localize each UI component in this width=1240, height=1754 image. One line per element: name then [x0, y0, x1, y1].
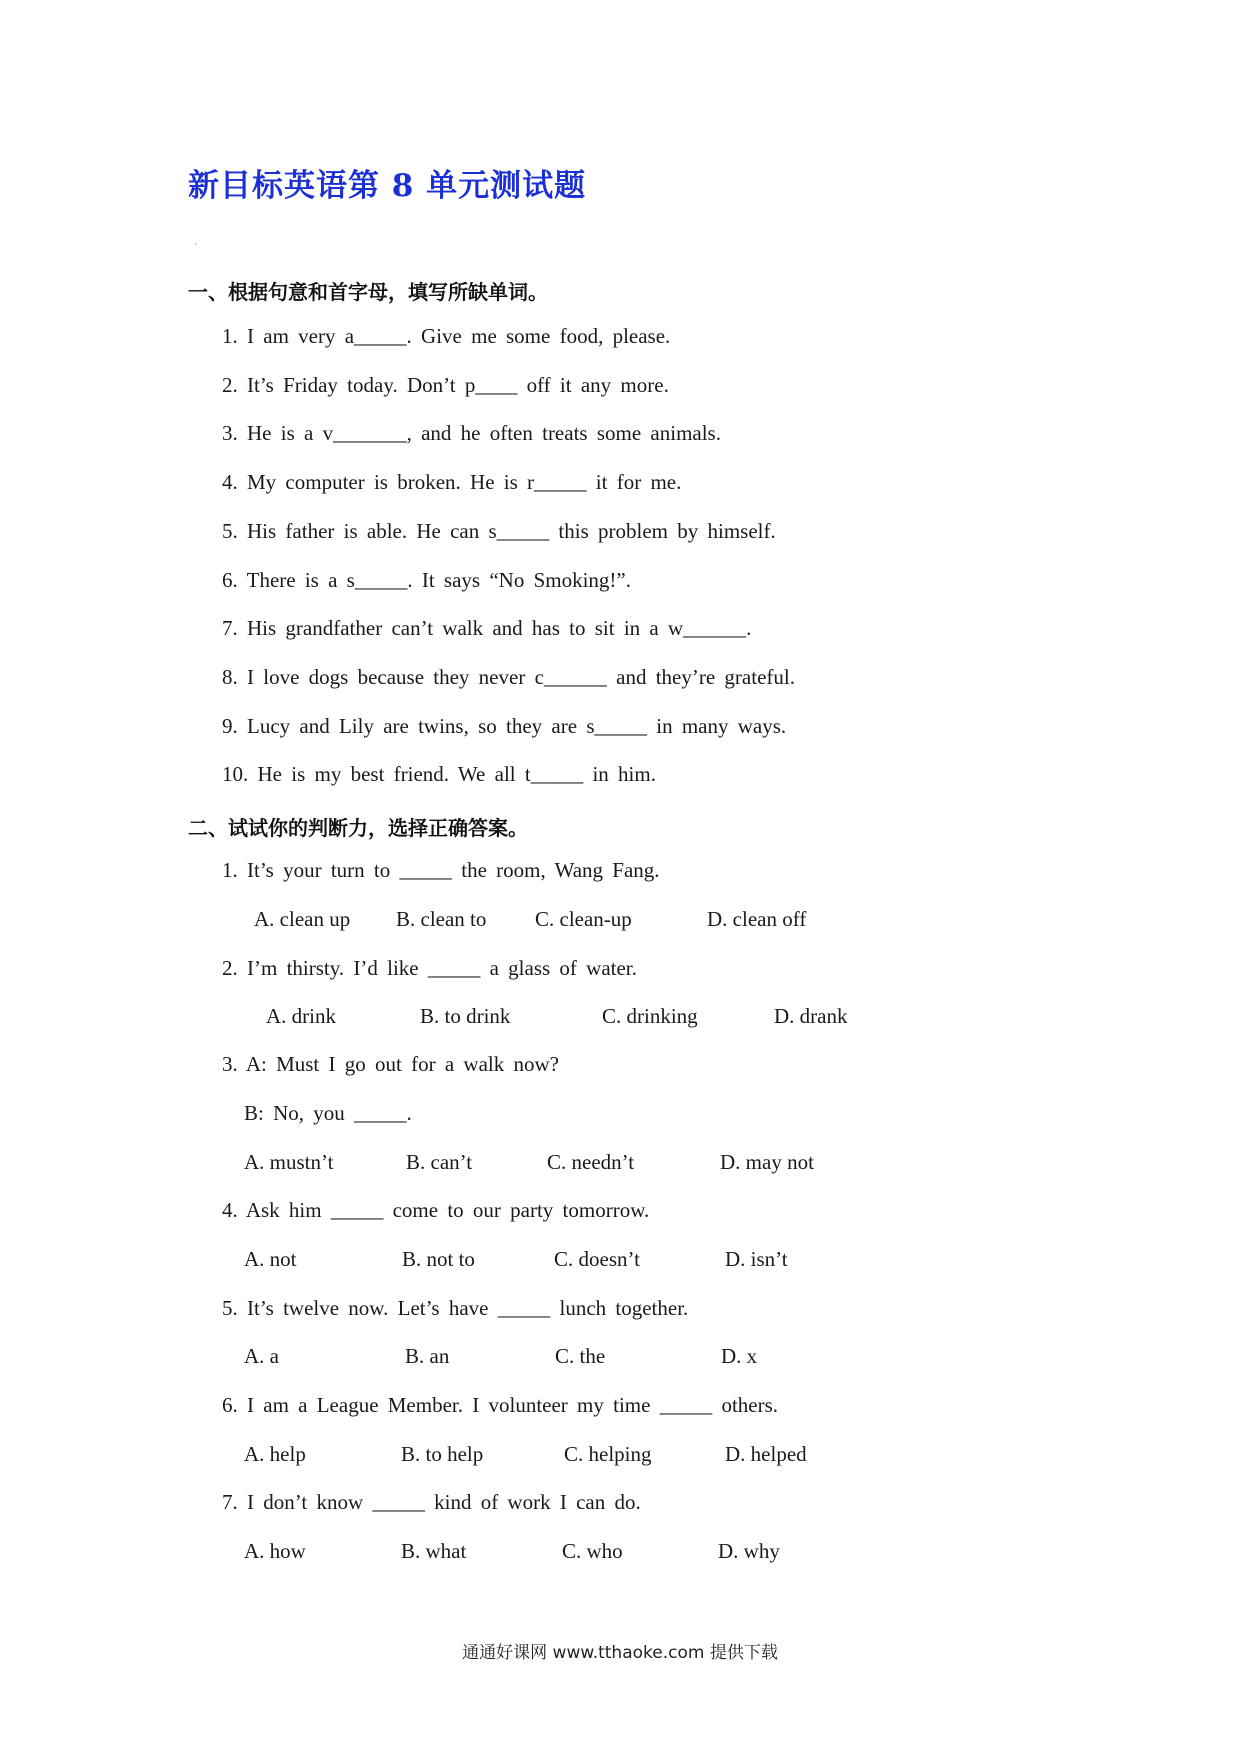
option-a: A. help	[244, 1442, 306, 1466]
option-b: B. what	[401, 1539, 467, 1563]
page-footer: 通通好课网 www.tthaoke.com 提供下载	[462, 1643, 778, 1663]
option-c: C. clean-up	[535, 907, 632, 931]
question-6: 6. I am a League Member. I volunteer my time _____ others.	[222, 1393, 779, 1417]
option-b: B. can’t	[406, 1150, 473, 1174]
option-d: D. helped	[725, 1442, 807, 1466]
fill-item: 5. His father is able. He can s_____ this problem by himself.	[222, 519, 776, 543]
option-c: C. doesn’t	[554, 1247, 640, 1271]
fill-item: 3. He is a v_______, and he often treats some animals.	[222, 421, 721, 445]
option-d: D. clean off	[707, 907, 807, 931]
option-b: B. to drink	[420, 1004, 511, 1028]
option-b: B. an	[405, 1344, 450, 1368]
bullet-dot: ·	[194, 240, 198, 251]
option-b: B. clean to	[396, 907, 487, 931]
option-b: B. to help	[401, 1442, 484, 1466]
answer-line-3: B: No, you _____.	[244, 1101, 412, 1125]
option-a: A. how	[244, 1539, 306, 1563]
option-d: D. isn’t	[725, 1247, 788, 1271]
option-c: C. drinking	[602, 1004, 698, 1028]
option-c: C. needn’t	[547, 1150, 635, 1174]
fill-item: 2. It’s Friday today. Don’t p____ off it any more.	[222, 373, 669, 397]
option-c: C. who	[562, 1539, 623, 1563]
fill-item: 8. I love dogs because they never c______ and they’re grateful.	[222, 665, 795, 689]
option-d: D. x	[721, 1344, 758, 1368]
fill-item: 1. I am very a_____. Give me some food, please.	[222, 324, 671, 348]
section2-heading: 二、试试你的判断力，选择正确答案。	[188, 816, 528, 840]
option-d: D. may not	[720, 1150, 814, 1174]
fill-item: 9. Lucy and Lily are twins, so they are s_____ in many ways.	[222, 714, 787, 738]
option-a: A. drink	[266, 1004, 336, 1028]
option-d: D. drank	[774, 1004, 848, 1028]
question-3: 3. A: Must I go out for a walk now?	[222, 1052, 559, 1076]
fill-item: 10. He is my best friend. We all t_____ in him.	[222, 762, 656, 786]
option-d: D. why	[718, 1539, 780, 1563]
question-7: 7. I don’t know _____ kind of work I can do.	[222, 1490, 641, 1514]
option-a: A. not	[244, 1247, 297, 1271]
question-4: 4. Ask him _____ come to our party tomorrow.	[222, 1198, 650, 1222]
fill-item: 7. His grandfather can’t walk and has to sit in a w______.	[222, 616, 752, 640]
section1-heading: 一、根据句意和首字母，填写所缺单词。	[188, 280, 548, 304]
fill-item: 4. My computer is broken. He is r_____ it for me.	[222, 470, 682, 494]
question-1: 1. It’s your turn to _____ the room, Wang Fang.	[222, 858, 660, 882]
fill-item: 6. There is a s_____. It says “No Smoking!”.	[222, 568, 631, 592]
option-a: A. mustn’t	[244, 1150, 334, 1174]
question-5: 5. It’s twelve now. Let’s have _____ lunch together.	[222, 1296, 689, 1320]
option-c: C. the	[555, 1344, 606, 1368]
question-2: 2. I’m thirsty. I’d like _____ a glass of water.	[222, 956, 637, 980]
option-a: A. a	[244, 1344, 279, 1368]
page-title: 新目标英语第 8 单元测试题	[188, 168, 587, 204]
option-a: A. clean up	[254, 907, 351, 931]
option-b: B. not to	[402, 1247, 475, 1271]
option-c: C. helping	[564, 1442, 652, 1466]
